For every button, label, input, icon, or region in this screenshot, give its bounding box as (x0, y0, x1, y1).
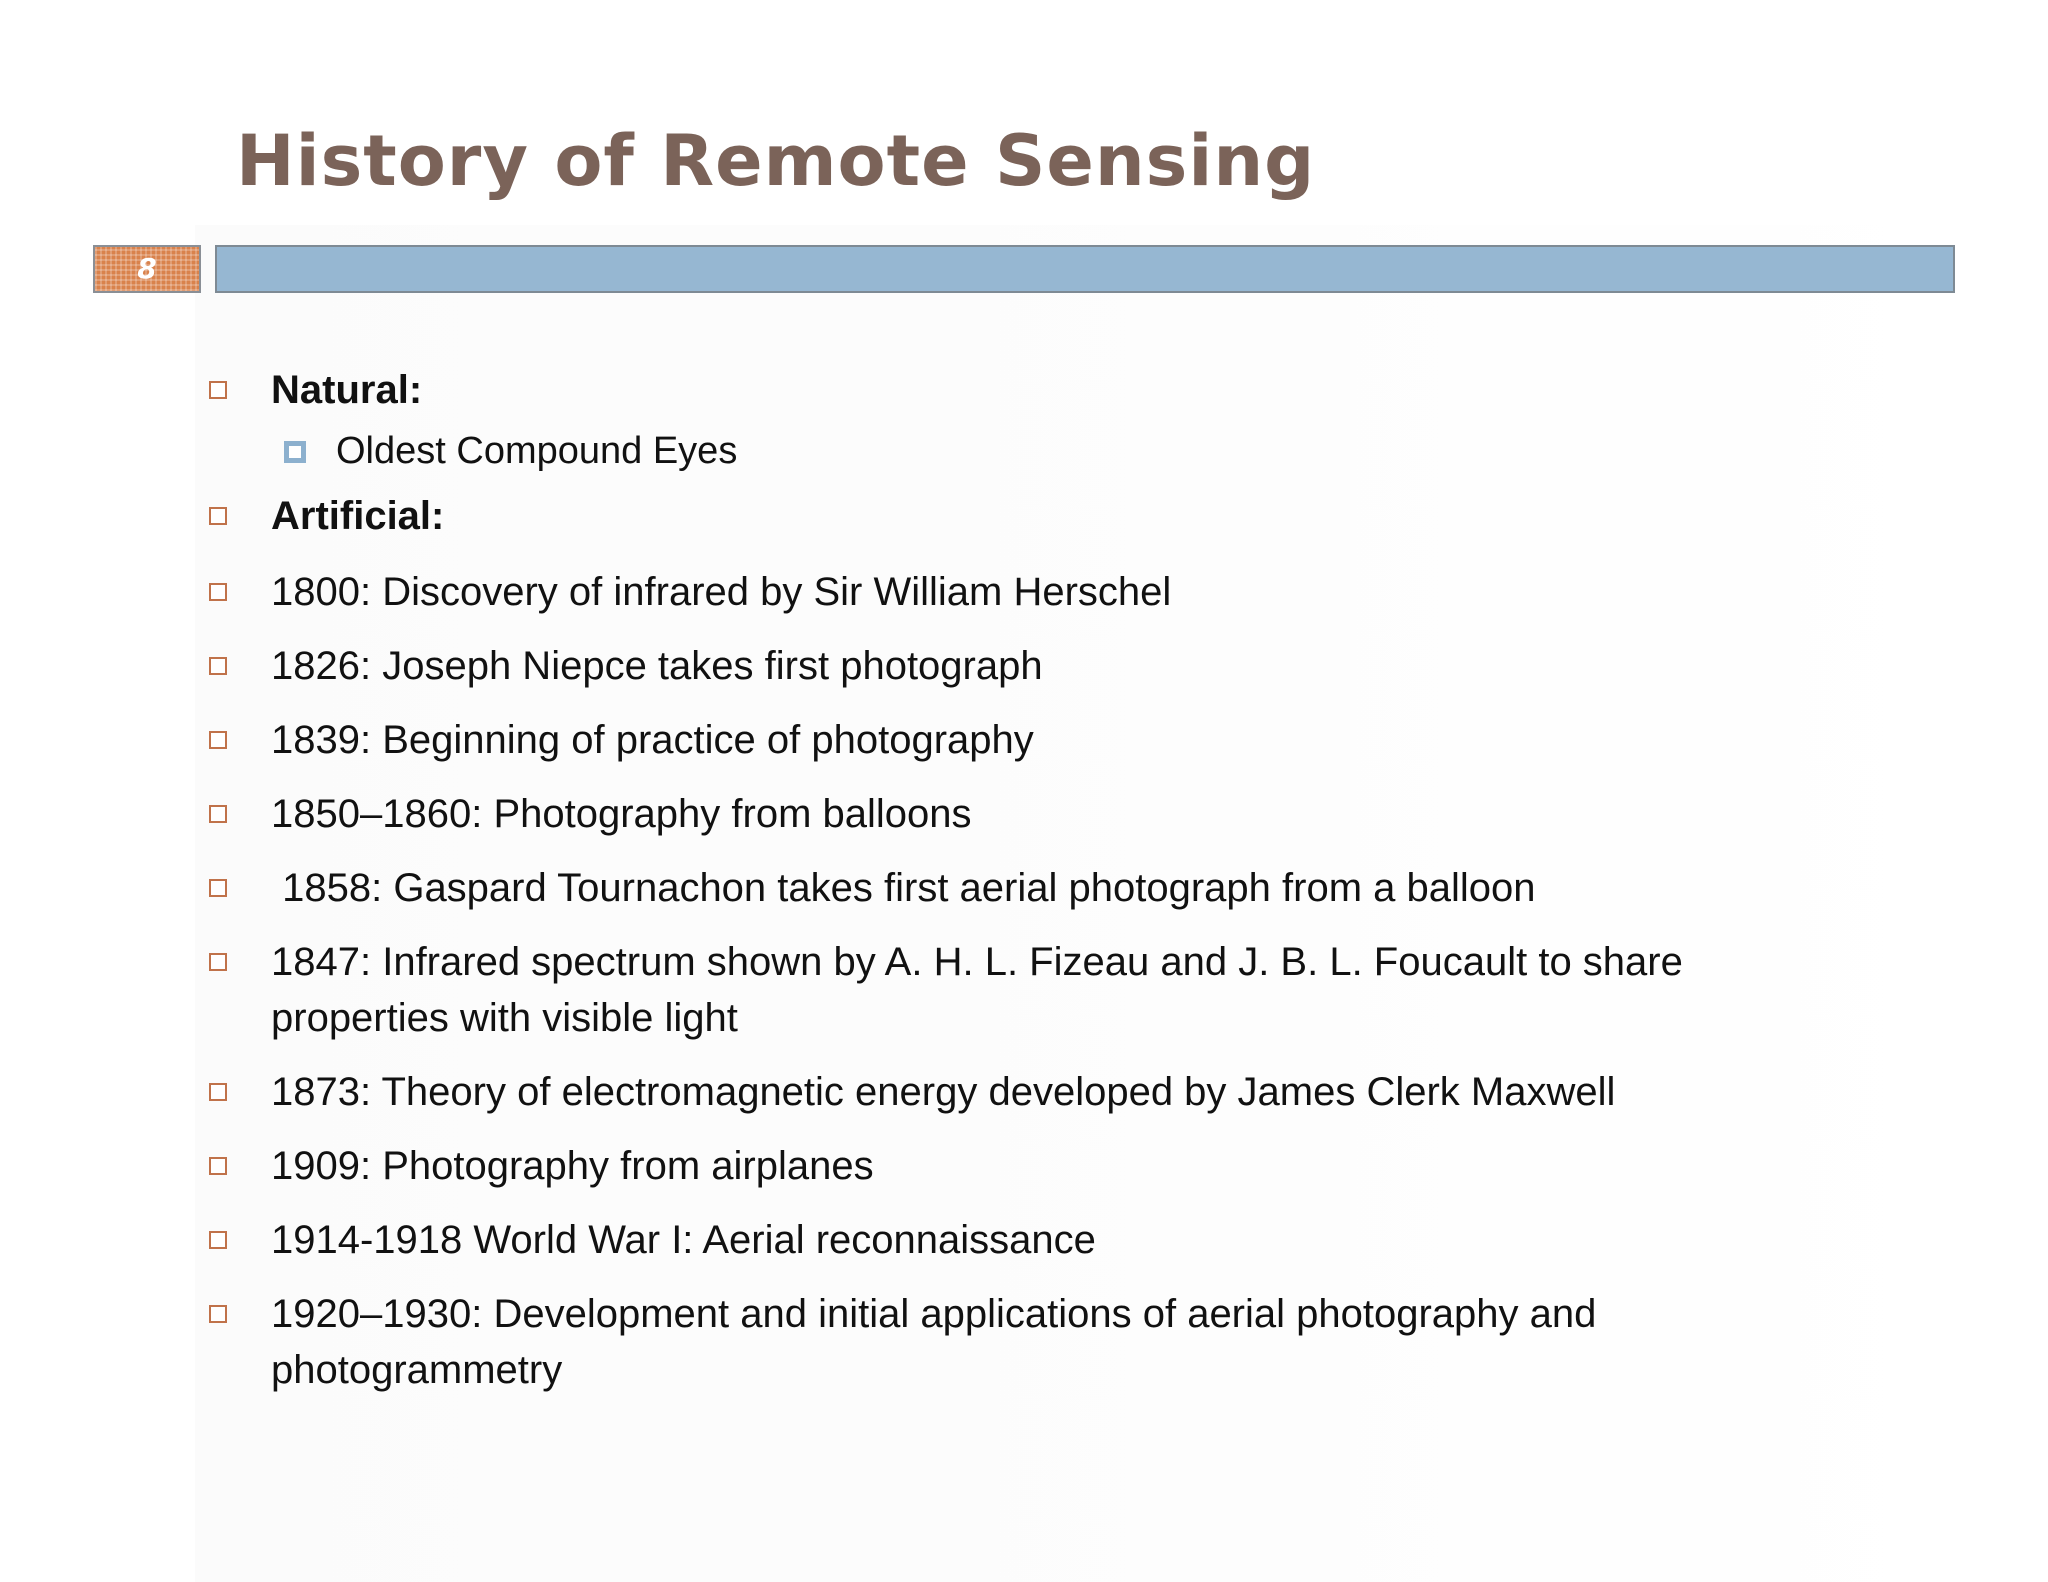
square-bullet-icon (209, 731, 227, 749)
list-item (0, 934, 1760, 1046)
slide-title: History of Remote Sensing (236, 120, 1316, 202)
bullet-text: 1826: Joseph Niepce takes first photograph (271, 644, 1043, 688)
square-bullet-icon (209, 953, 227, 971)
square-bullet-icon (209, 507, 227, 525)
square-bullet-icon (209, 381, 227, 399)
title-underline-bar (215, 245, 1955, 293)
bullet-text: Artificial: (271, 494, 445, 538)
bullet-text: 1914-1918 World War I: Aerial reconnaissance (271, 1218, 1096, 1262)
square-bullet-icon (209, 657, 227, 675)
bullet-text: 1858: Gaspard Tournachon takes first aerial photograph from a balloon (271, 866, 1536, 910)
bullet-text: 1920–1930: Development and initial applications of aerial photography and (271, 1292, 1597, 1336)
square-bullet-icon (209, 1231, 227, 1249)
square-bullet-icon (209, 805, 227, 823)
bullet-text: 1847: Infrared spectrum shown by A. H. L. Fizeau and J. B. L. Foucault to share (271, 940, 1683, 984)
list-item (0, 1286, 1760, 1398)
bullet-text: 1800: Discovery of infrared by Sir William Herschel (271, 570, 1172, 614)
square-bullet-icon (209, 1083, 227, 1101)
square-bullet-icon (209, 1157, 227, 1175)
page-number-badge: 8 (93, 245, 201, 293)
square-bullet-icon (209, 583, 227, 601)
bullet-text: 1839: Beginning of practice of photography (271, 718, 1034, 762)
sub-square-bullet-icon (284, 441, 306, 463)
bullet-text-continuation: properties with visible light (271, 996, 738, 1040)
bullet-text: 1909: Photography from airplanes (271, 1144, 874, 1188)
bullet-text: Natural: (271, 368, 423, 412)
bullet-text: 1873: Theory of electromagnetic energy developed by James Clerk Maxwell (271, 1070, 1616, 1114)
bullet-text: Oldest Compound Eyes (336, 430, 738, 472)
bullet-text-continuation: photogrammetry (271, 1348, 563, 1392)
bullet-text: 1850–1860: Photography from balloons (271, 792, 972, 836)
square-bullet-icon (209, 1305, 227, 1323)
square-bullet-icon (209, 879, 227, 897)
